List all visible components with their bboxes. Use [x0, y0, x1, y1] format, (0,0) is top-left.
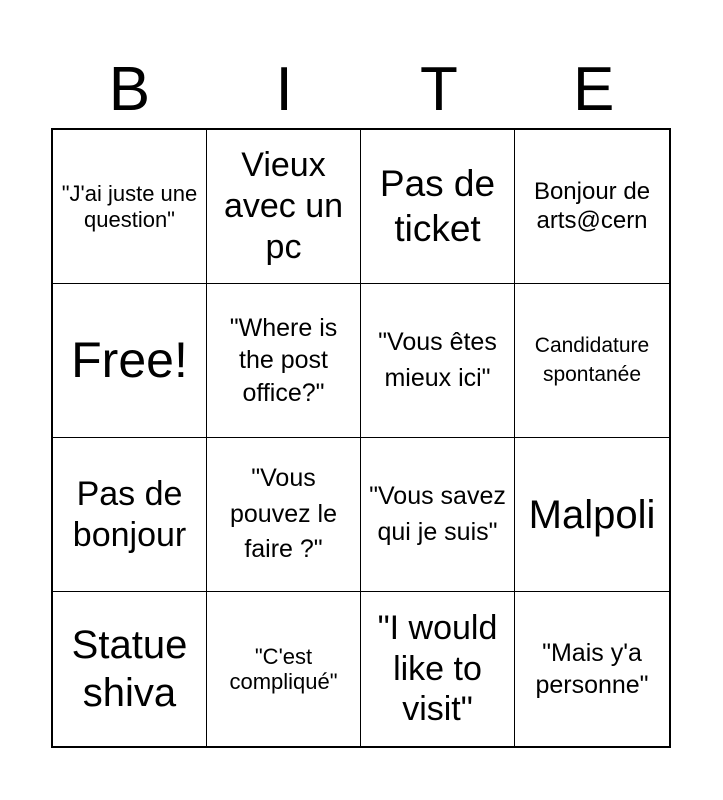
bingo-cell-r1c3[interactable]: Pas de ticket — [361, 130, 515, 284]
bingo-cell-r3c2[interactable]: "Vous pouvez le faire ?" — [207, 438, 361, 592]
bingo-cell-r2c4[interactable]: Candidature spontanée — [515, 284, 669, 438]
bingo-cell-r1c1[interactable]: "J'ai juste une question" — [53, 130, 207, 284]
bingo-cell-r3c3[interactable]: "Vous savez qui je suis" — [361, 438, 515, 592]
bingo-cell-r1c4[interactable]: Bonjour de arts@cern — [515, 130, 669, 284]
bingo-board — [51, 128, 671, 748]
header-letter-t: T — [419, 55, 458, 124]
bingo-cell-r4c1[interactable]: Statue shiva — [53, 592, 207, 746]
header-letter-i: I — [275, 55, 293, 124]
bingo-cell-r1c2[interactable]: Vieux avec un pc — [207, 130, 361, 284]
bingo-header — [52, 52, 671, 128]
bingo-cell-r4c4[interactable]: "Mais y'a personne" — [535, 638, 649, 699]
header-letter-e: E — [572, 55, 615, 124]
bingo-cell-r2c3[interactable]: "Vous êtes mieux ici" — [361, 284, 515, 438]
bingo-cell-r4c2[interactable]: "C'est compliqué" — [207, 592, 361, 746]
bingo-cell-free[interactable]: Free! — [53, 284, 207, 438]
bingo-cell-r2c2[interactable]: "Where is the post office?" — [207, 284, 361, 438]
header-letter-b: B — [108, 55, 151, 124]
bingo-cell-r4c3[interactable]: "I would like to visit" — [361, 592, 515, 746]
bingo-cell-r3c1[interactable]: Pas de bonjour — [53, 438, 207, 592]
bingo-cell-r3c4[interactable]: Malpoli — [515, 438, 669, 592]
